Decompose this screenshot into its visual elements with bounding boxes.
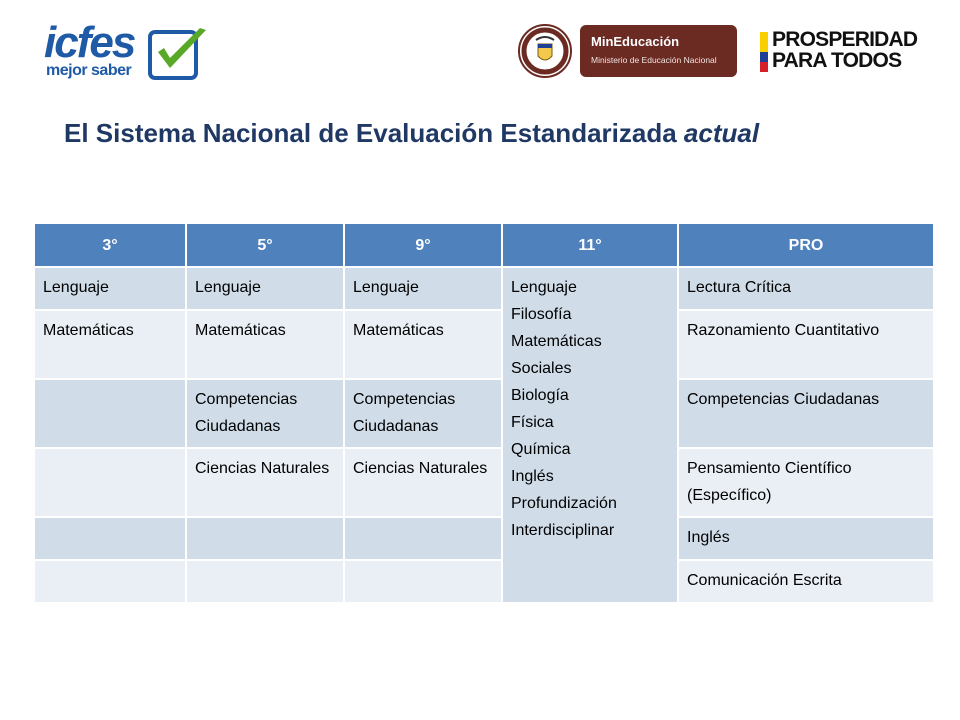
table-cell: Matemáticas — [186, 310, 344, 379]
table-row — [34, 379, 934, 448]
mineducacion-logo — [580, 25, 737, 77]
column-header: 5° — [186, 223, 344, 267]
republic-seal-icon — [518, 24, 572, 78]
mineducacion-name: MinEducación — [591, 34, 680, 49]
table-row — [34, 448, 934, 517]
prosperidad-logo — [760, 30, 924, 74]
table-row — [34, 267, 934, 310]
table-cell: Matemáticas — [34, 310, 186, 379]
table-row — [34, 560, 934, 603]
table-cell: Lenguaje — [34, 267, 186, 310]
icfes-logo — [42, 18, 212, 82]
table-cell — [186, 517, 344, 560]
table-cell: Competencias Ciudadanas — [186, 379, 344, 448]
table-header-row — [34, 223, 934, 267]
prosperidad-line1: PROSPERIDAD — [772, 28, 918, 51]
table-cell: Ciencias Naturales — [344, 448, 502, 517]
table-cell — [344, 517, 502, 560]
subject-item: Física — [511, 414, 554, 431]
subject-item: Interdisciplinar — [511, 522, 615, 539]
table-cell — [34, 517, 186, 560]
table-cell: Lenguaje — [186, 267, 344, 310]
table-cell — [34, 560, 186, 603]
subject-item: Sociales — [511, 360, 572, 377]
table-cell: Inglés — [678, 517, 934, 560]
column-header: 11° — [502, 223, 678, 267]
prosperidad-line2: PARA TODOS — [772, 49, 902, 72]
column-header: 3° — [34, 223, 186, 267]
table-cell: Matemáticas — [344, 310, 502, 379]
table-cell: Lectura Crítica — [678, 267, 934, 310]
colombia-flag-icon — [760, 32, 768, 72]
title-emphasis: actual — [683, 118, 760, 148]
column-header: PRO — [678, 223, 934, 267]
table-cell: Competencias Ciudadanas — [344, 379, 502, 448]
subject-item: Matemáticas — [511, 333, 602, 350]
subject-item: Lenguaje — [511, 279, 577, 296]
subject-item: Profundización — [511, 495, 617, 512]
table-cell: Razonamiento Cuantitativo — [678, 310, 934, 379]
page-title — [64, 118, 944, 149]
table-cell — [34, 379, 186, 448]
table-cell: Pensamiento Científico (Específico) — [678, 448, 934, 517]
subject-item: Inglés — [511, 468, 554, 485]
table-cell: Lenguaje — [344, 267, 502, 310]
icfes-wordmark: icfes — [44, 18, 135, 67]
table-row — [34, 310, 934, 379]
subject-item: Filosofía — [511, 306, 572, 323]
subject-item: Química — [511, 441, 571, 458]
evaluation-table — [33, 222, 935, 604]
table-cell — [344, 560, 502, 603]
check-icon — [148, 26, 212, 82]
table-cell — [186, 560, 344, 603]
subject-item: Biología — [511, 387, 569, 404]
column-header: 9° — [344, 223, 502, 267]
table-row — [34, 517, 934, 560]
table-cell: Competencias Ciudadanas — [678, 379, 934, 448]
title-main: El Sistema Nacional de Evaluación Estandarizada — [64, 118, 684, 148]
table-cell: Ciencias Naturales — [186, 448, 344, 517]
mineducacion-subtitle: Ministerio de Educación Nacional — [591, 55, 717, 65]
table-cell: Comunicación Escrita — [678, 560, 934, 603]
icfes-tagline: mejor saber — [46, 62, 132, 79]
table-cell — [34, 448, 186, 517]
grade11-subjects-cell — [502, 267, 678, 603]
